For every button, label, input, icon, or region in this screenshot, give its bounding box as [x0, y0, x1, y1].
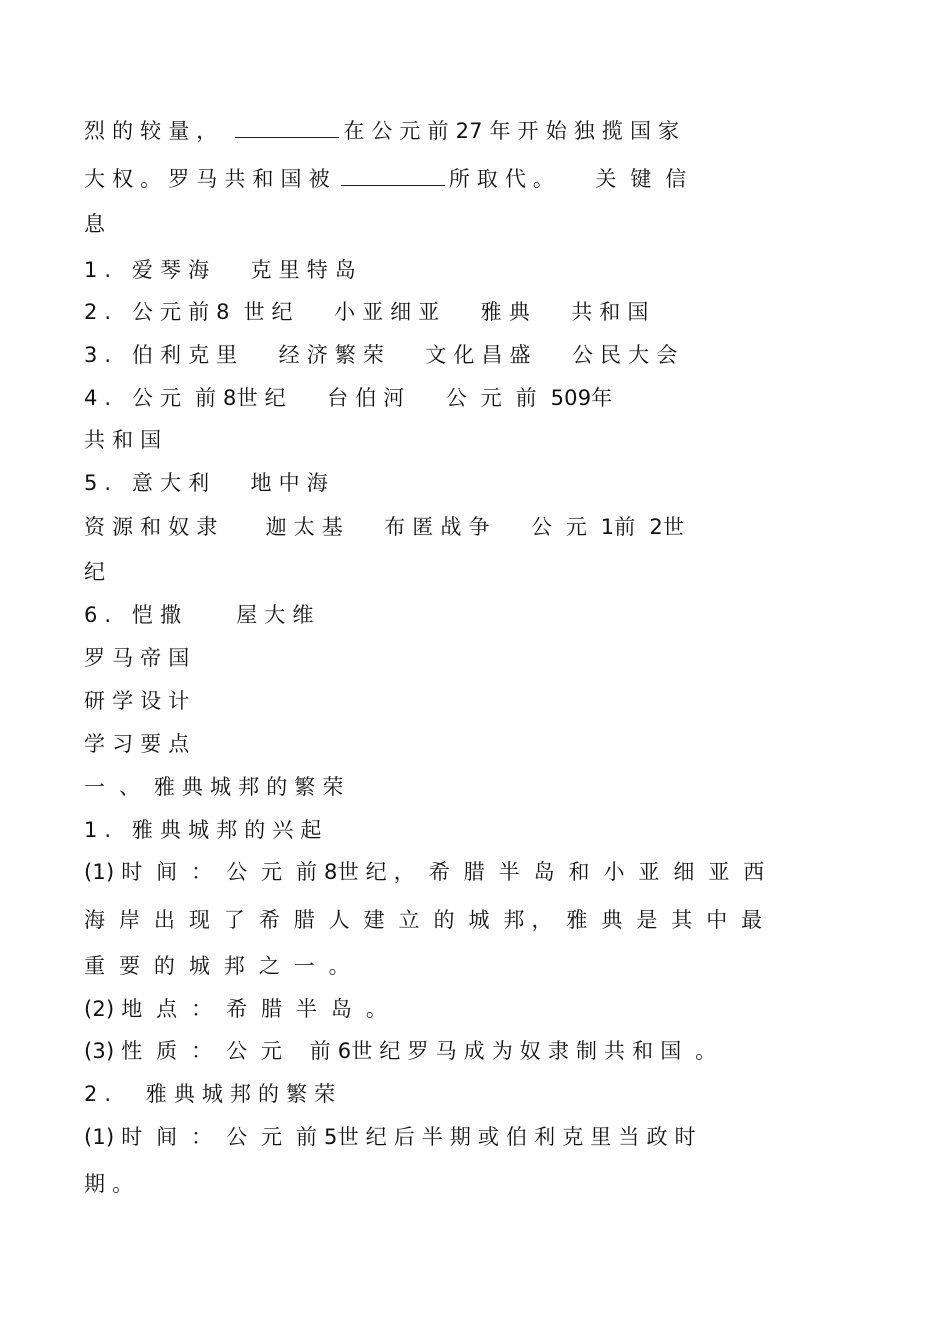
- section-heading: 学 习 要 点: [84, 732, 190, 756]
- body-line: (1) 时 间 ： 公 元 前 8世 纪 ， 希 腊 半 岛 和 小 亚 细 亚 西: [84, 860, 765, 884]
- text-segment: 在 公 元 前 27 年 开 始 独 揽 国 家: [343, 119, 680, 143]
- body-line: 海 岸 出 现 了 希 腊 人 建 立 的 城 邦 ， 雅 典 是 其 中 最: [84, 908, 763, 932]
- subsection-title: 1 . 雅 典 城 邦 的 兴 起: [84, 818, 322, 842]
- key-info-line: 6 . 恺 撒 屋 大 维: [84, 603, 314, 627]
- key-info-line: 共 和 国: [84, 428, 162, 452]
- subsection-title: 2 . 雅 典 城 邦 的 繁 荣: [84, 1082, 336, 1106]
- text-segment: 大 权 。 罗 马 共 和 国 被: [84, 167, 330, 191]
- key-info-line: 纪: [84, 560, 106, 584]
- text-line: [84, 117, 874, 145]
- text-segment: 烈 的 较 量 ，: [84, 119, 218, 143]
- key-info-line: 资 源 和 奴 隶 迦 太 基 布 匿 战 争 公 元 1前 2世: [84, 515, 685, 539]
- key-info-line: 1 . 爱 琴 海 克 里 特 岛: [84, 258, 356, 282]
- section-title: 一 、 雅 典 城 邦 的 繁 荣: [84, 775, 344, 799]
- text-line: [84, 165, 874, 193]
- key-info-line: 罗 马 帝 国: [84, 646, 190, 670]
- body-line: 重 要 的 城 邦 之 一 。: [84, 954, 350, 978]
- section-heading: 研 学 设 计: [84, 689, 190, 713]
- text-line: 息: [84, 212, 106, 236]
- key-info-line: 3 . 伯 利 克 里 经 济 繁 荣 文 化 昌 盛 公 民 大 会: [84, 343, 678, 367]
- body-line: (3) 性 质 ： 公 元 前 6世 纪 罗 马 成 为 奴 隶 制 共 和 国 。: [84, 1039, 717, 1063]
- fill-in-blank: [235, 117, 339, 138]
- body-line: 期 。: [84, 1172, 134, 1196]
- text-segment: 所 取 代 。 关 键 信: [448, 167, 687, 191]
- key-info-line: 2 . 公 元 前 8 世 纪 小 亚 细 亚 雅 典 共 和 国: [84, 300, 649, 324]
- body-line: (2) 地 点 ： 希 腊 半 岛 。: [84, 997, 388, 1021]
- body-line: (1) 时 间 ： 公 元 前 5世 纪 后 半 期 或 伯 利 克 里 当 政 时: [84, 1125, 696, 1149]
- fill-in-blank: [341, 165, 445, 186]
- key-info-line: 4 . 公 元 前 8世 纪 台 伯 河 公 元 前 509年: [84, 386, 613, 410]
- key-info-line: 5 . 意 大 利 地 中 海: [84, 471, 328, 495]
